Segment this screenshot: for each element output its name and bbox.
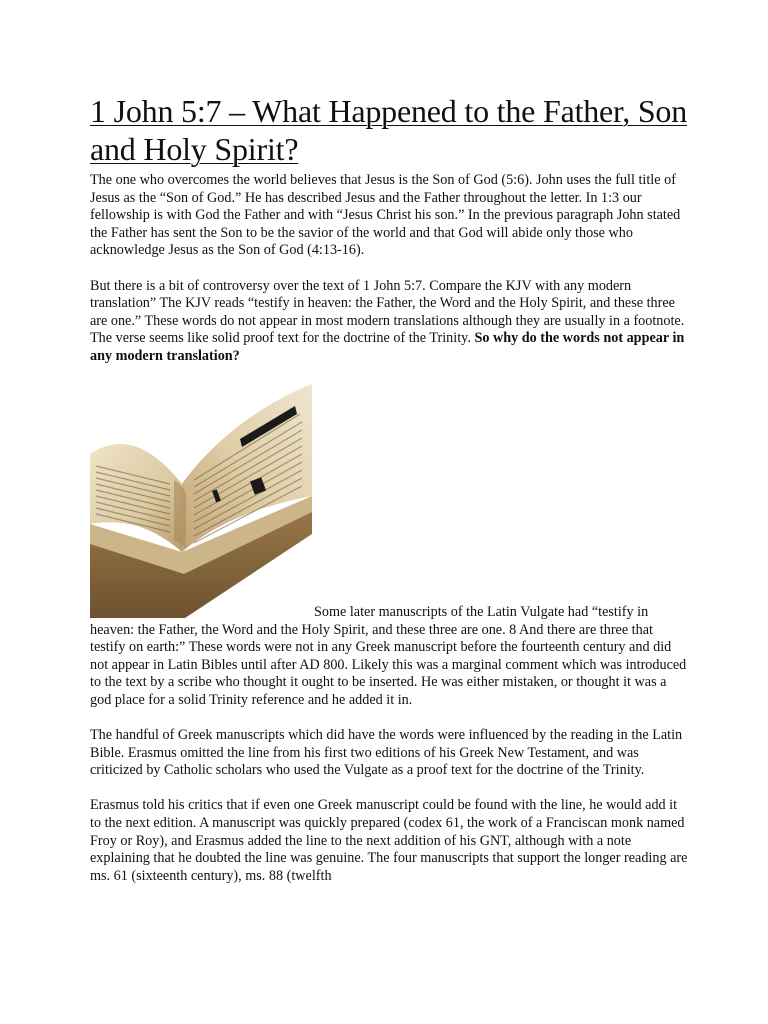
article-title: 1 John 5:7 – What Happened to the Father, Son and Holy Spirit? (90, 93, 688, 167)
paragraph-2-text: But there is a bit of controversy over the text of 1 John 5:7. Compare the KJV with any modern translation” The KJV reads “testify in heaven: the Father, the Word and the Holy Spirit, and these three are one.” These words do not appear in most modern translations although they are usually in a footnote. The verse seems like solid proof text for the doctrine of the Trinity. (90, 277, 685, 347)
paragraph-1: The one who overcomes the world believes that Jesus is the Son of God (5:6). John uses the full title of Jesus as the “Son of God.” He has described Jesus and the Father throughout the letter. In 1:3 our fellowship is with God the Father and with “Jesus Christ his son.” In the previous paragraph John stated the Father has sent the Son to be the savior of the world and that God will abide only those who acknowledge Jesus as the Son of God (4:13-16). (90, 172, 681, 259)
paragraph-3-first-line: Some later manuscripts of the Latin Vulgate had “testify in (314, 603, 649, 620)
article (90, 92, 690, 885)
paragraph-3: heaven: the Father, the Word and the Holy Spirit, and these three are one. 8 And there are three that testify on earth:” These words were not in any Greek manuscript before the fourteenth century and did not appear in Latin Bibles until after AD 800. Likely this was a marginal comment which was introduced to the text by a scribe who thought it ought to be inserted. He was either mistaken, or thought it was a god place for a solid Trinity reference and he added it in. (90, 621, 687, 708)
paragraph-2-bold-question: So why do the words not appear in any modern translation? (90, 330, 685, 364)
figure (90, 384, 690, 622)
paragraph-2 (90, 278, 690, 366)
paragraph-4: The handful of Greek manuscripts which did have the words were influenced by the reading in the Latin Bible. Erasmus omitted the line from his first two editions of his Greek New Testament, and was criticized by Catholic scholars who used the Vulgate as a proof text for the doctrine of the Trinity. (90, 727, 683, 779)
paragraph-5: Erasmus told his critics that if even one Greek manuscript could be found with the line, he would add it to the next edition. A manuscript was quickly prepared (codex 61, the work of a Franciscan monk named Froy or Roy), and Erasmus added the line to the next addition of his GNT, although with a note explaining that he doubted the line was genuine. The four manuscripts that support the longer reading are ms. 61 (sixteenth century), ms. 88 (twelfth (90, 797, 688, 884)
open-bible-image (90, 384, 312, 618)
